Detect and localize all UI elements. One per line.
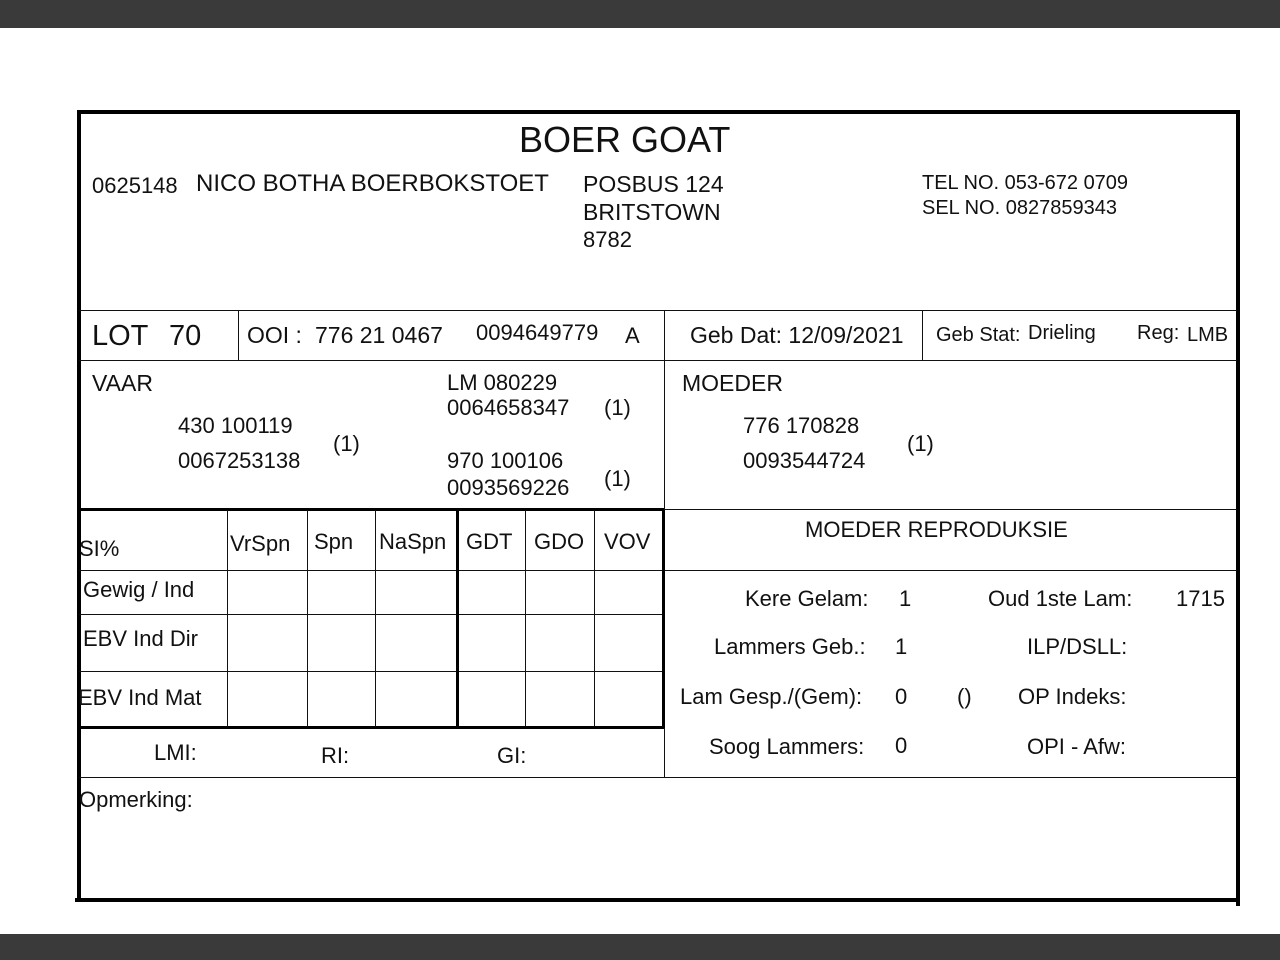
birth-status-label: Geb Stat: (936, 324, 1021, 346)
ooi-code: 0094649779 (476, 320, 599, 345)
lambs-born-label: Lammers Geb.: (714, 634, 866, 659)
lambs-weaned-value: 0 (895, 684, 908, 709)
dam-label: MOEDER (682, 370, 783, 396)
rule-pedigree-left-bottom (79, 508, 665, 511)
frame-right (1236, 110, 1240, 906)
sire-sire-count: (1) (604, 395, 631, 420)
vrule-col2 (307, 510, 308, 727)
dam-count: (1) (907, 431, 934, 456)
ri-label: RI: (321, 743, 350, 768)
ooi-grade: A (625, 323, 640, 348)
ooi-label: OOI : (247, 322, 302, 348)
suckling-lambs-label: Soog Lammers: (709, 734, 865, 759)
birth-date: Geb Dat: 12/09/2021 (690, 322, 904, 348)
sire-label: VAAR (92, 370, 153, 396)
column-header-vov: VOV (604, 529, 651, 554)
frame-bottom (75, 898, 1240, 902)
rule-header-bottom (79, 310, 1237, 311)
birth-status-value: Drieling (1028, 322, 1096, 344)
vrule-col6 (594, 510, 595, 727)
row-label-ebv-ind-dir: EBV Ind Dir (83, 626, 198, 651)
lot-label: LOT (92, 320, 149, 352)
document-title: BOER GOAT (519, 119, 731, 160)
rule-row1-bottom (79, 614, 665, 615)
si-percent-label: SI% (79, 536, 120, 561)
opi-deviation-label: OPI - Afw: (1027, 734, 1127, 759)
sire-count: (1) (333, 431, 360, 456)
sire-id: 430 100119 (178, 413, 293, 438)
dam-id: 776 170828 (743, 413, 860, 438)
vrule-lot-ooi (238, 311, 239, 360)
address-line2: BRITSTOWN (583, 199, 721, 225)
frame-top (77, 110, 1240, 114)
op-index-label: OP Indeks: (1018, 684, 1127, 709)
sire-sire-code: 0064658347 (447, 395, 570, 420)
suckling-lambs-value: 0 (895, 733, 908, 758)
lambs-weaned-label: Lam Gesp./(Gem): (680, 684, 863, 709)
telephone-number: TEL NO. 053-672 0709 (922, 172, 1129, 194)
column-header-gdo: GDO (534, 529, 585, 554)
rule-pedigree-right-bottom (665, 509, 1237, 510)
kere-gelam-label: Kere Gelam: (745, 586, 869, 611)
vrule-col4 (456, 510, 459, 727)
rule-row2-bottom (79, 671, 665, 672)
rule-table-bottom (79, 726, 665, 729)
bottom-dark-bar (0, 934, 1280, 960)
gi-label: GI: (497, 743, 527, 768)
breeder-name: NICO BOTHA BOERBOKSTOET (196, 170, 549, 197)
ilp-dsll-label: ILP/DSLL: (1027, 634, 1128, 659)
sire-sire-id: LM 080229 (447, 370, 558, 395)
lmi-label: LMI: (154, 740, 197, 765)
vrule-col5 (525, 510, 526, 727)
vrule-gebdat-gebstat (922, 311, 923, 360)
remarks-label: Opmerking: (79, 787, 193, 812)
kere-gelam-value: 1 (899, 586, 912, 611)
rule-table-header-bottom (79, 570, 1237, 571)
frame-left (77, 110, 81, 902)
address-line3: 8782 (583, 227, 632, 252)
first-lamb-age-label: Oud 1ste Lam: (988, 586, 1133, 611)
top-dark-bar (0, 0, 1280, 28)
registration-value: LMB (1187, 324, 1229, 346)
rule-lot-bottom (79, 360, 1237, 361)
lambs-born-value: 1 (895, 634, 908, 659)
reproduction-title: MOEDER REPRODUKSIE (805, 517, 1068, 542)
sire-dam-code: 0093569226 (447, 475, 570, 500)
row-label-gewig-ind: Gewig / Ind (83, 577, 195, 602)
cellphone-number: SEL NO. 0827859343 (922, 197, 1117, 219)
column-header-spn: Spn (314, 529, 354, 554)
sire-dam-count: (1) (604, 466, 631, 491)
dam-code: 0093544724 (743, 448, 866, 473)
column-header-vrspn: VrSpn (230, 531, 291, 556)
first-lamb-age-value: 1715 (1176, 586, 1225, 611)
vrule-col3 (375, 510, 376, 727)
column-header-gdt: GDT (466, 529, 513, 554)
lambs-weaned-average: () (957, 684, 972, 709)
lot-number: 70 (169, 320, 202, 352)
registration-label: Reg: (1137, 322, 1180, 344)
ooi-id: 776 21 0467 (315, 322, 443, 348)
sire-dam-id: 970 100106 (447, 448, 564, 473)
column-header-naspn: NaSpn (379, 529, 447, 554)
rule-indexes-bottom (79, 777, 1237, 778)
address-line1: POSBUS 124 (583, 171, 724, 197)
vrule-col1 (227, 510, 228, 727)
sire-code: 0067253138 (178, 448, 301, 473)
vrule-table-right (662, 510, 665, 728)
row-label-ebv-ind-mat: EBV Ind Mat (78, 685, 202, 710)
breeder-number: 0625148 (92, 173, 178, 198)
